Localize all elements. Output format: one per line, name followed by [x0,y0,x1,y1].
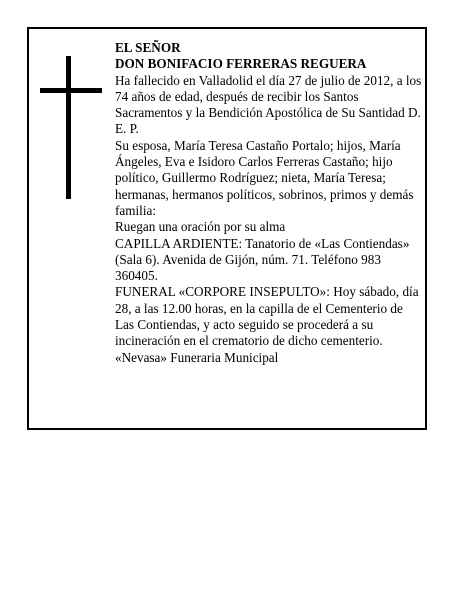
cross-horizontal-bar [40,88,102,93]
family-list: Su esposa, María Teresa Castaño Portalo; hijos, María Ángeles, Eva e Isidoro Carlos Ferreras Castaño; hijo político, Guillermo Rodríguez; nieta, María Teresa; hermanas, hermanos políticos, sobrinos, primos y demás familia: [115,137,414,218]
death-announcement: Ha fallecido en Valladolid el día 27 de julio de 2012, a los 74 años de edad, después de recibir los Santos Sacramentos y la Bendición Apostólica de Su Santidad D. E. P. [115,72,422,137]
prayer-request: Ruegan una oración por su alma [115,219,286,235]
deceased-name: DON BONIFACIO FERRERAS REGUERA [115,56,367,72]
chapel-info: CAPILLA ARDIENTE: Tanatorio de «Las Contiendas» (Sala 6). Avenida de Gijón, núm. 71. Teléfono 983 360405. [115,235,410,284]
obituary-notice [27,27,427,430]
funeral-home: «Nevasa» Funeraria Municipal [115,349,279,365]
cross-vertical-bar [66,56,71,199]
cross-icon [40,56,102,199]
funeral-info: FUNERAL «CORPORE INSEPULTO»: Hoy sábado, día 28, a las 12.00 horas, en la capilla de el Cementerio de Las Contiendas, y acto seguido se procederá a su incineración en el crematorio de dicho cementerio. [115,284,419,349]
notice-body [115,40,424,366]
notice-title-line-1: EL SEÑOR [115,40,181,55]
